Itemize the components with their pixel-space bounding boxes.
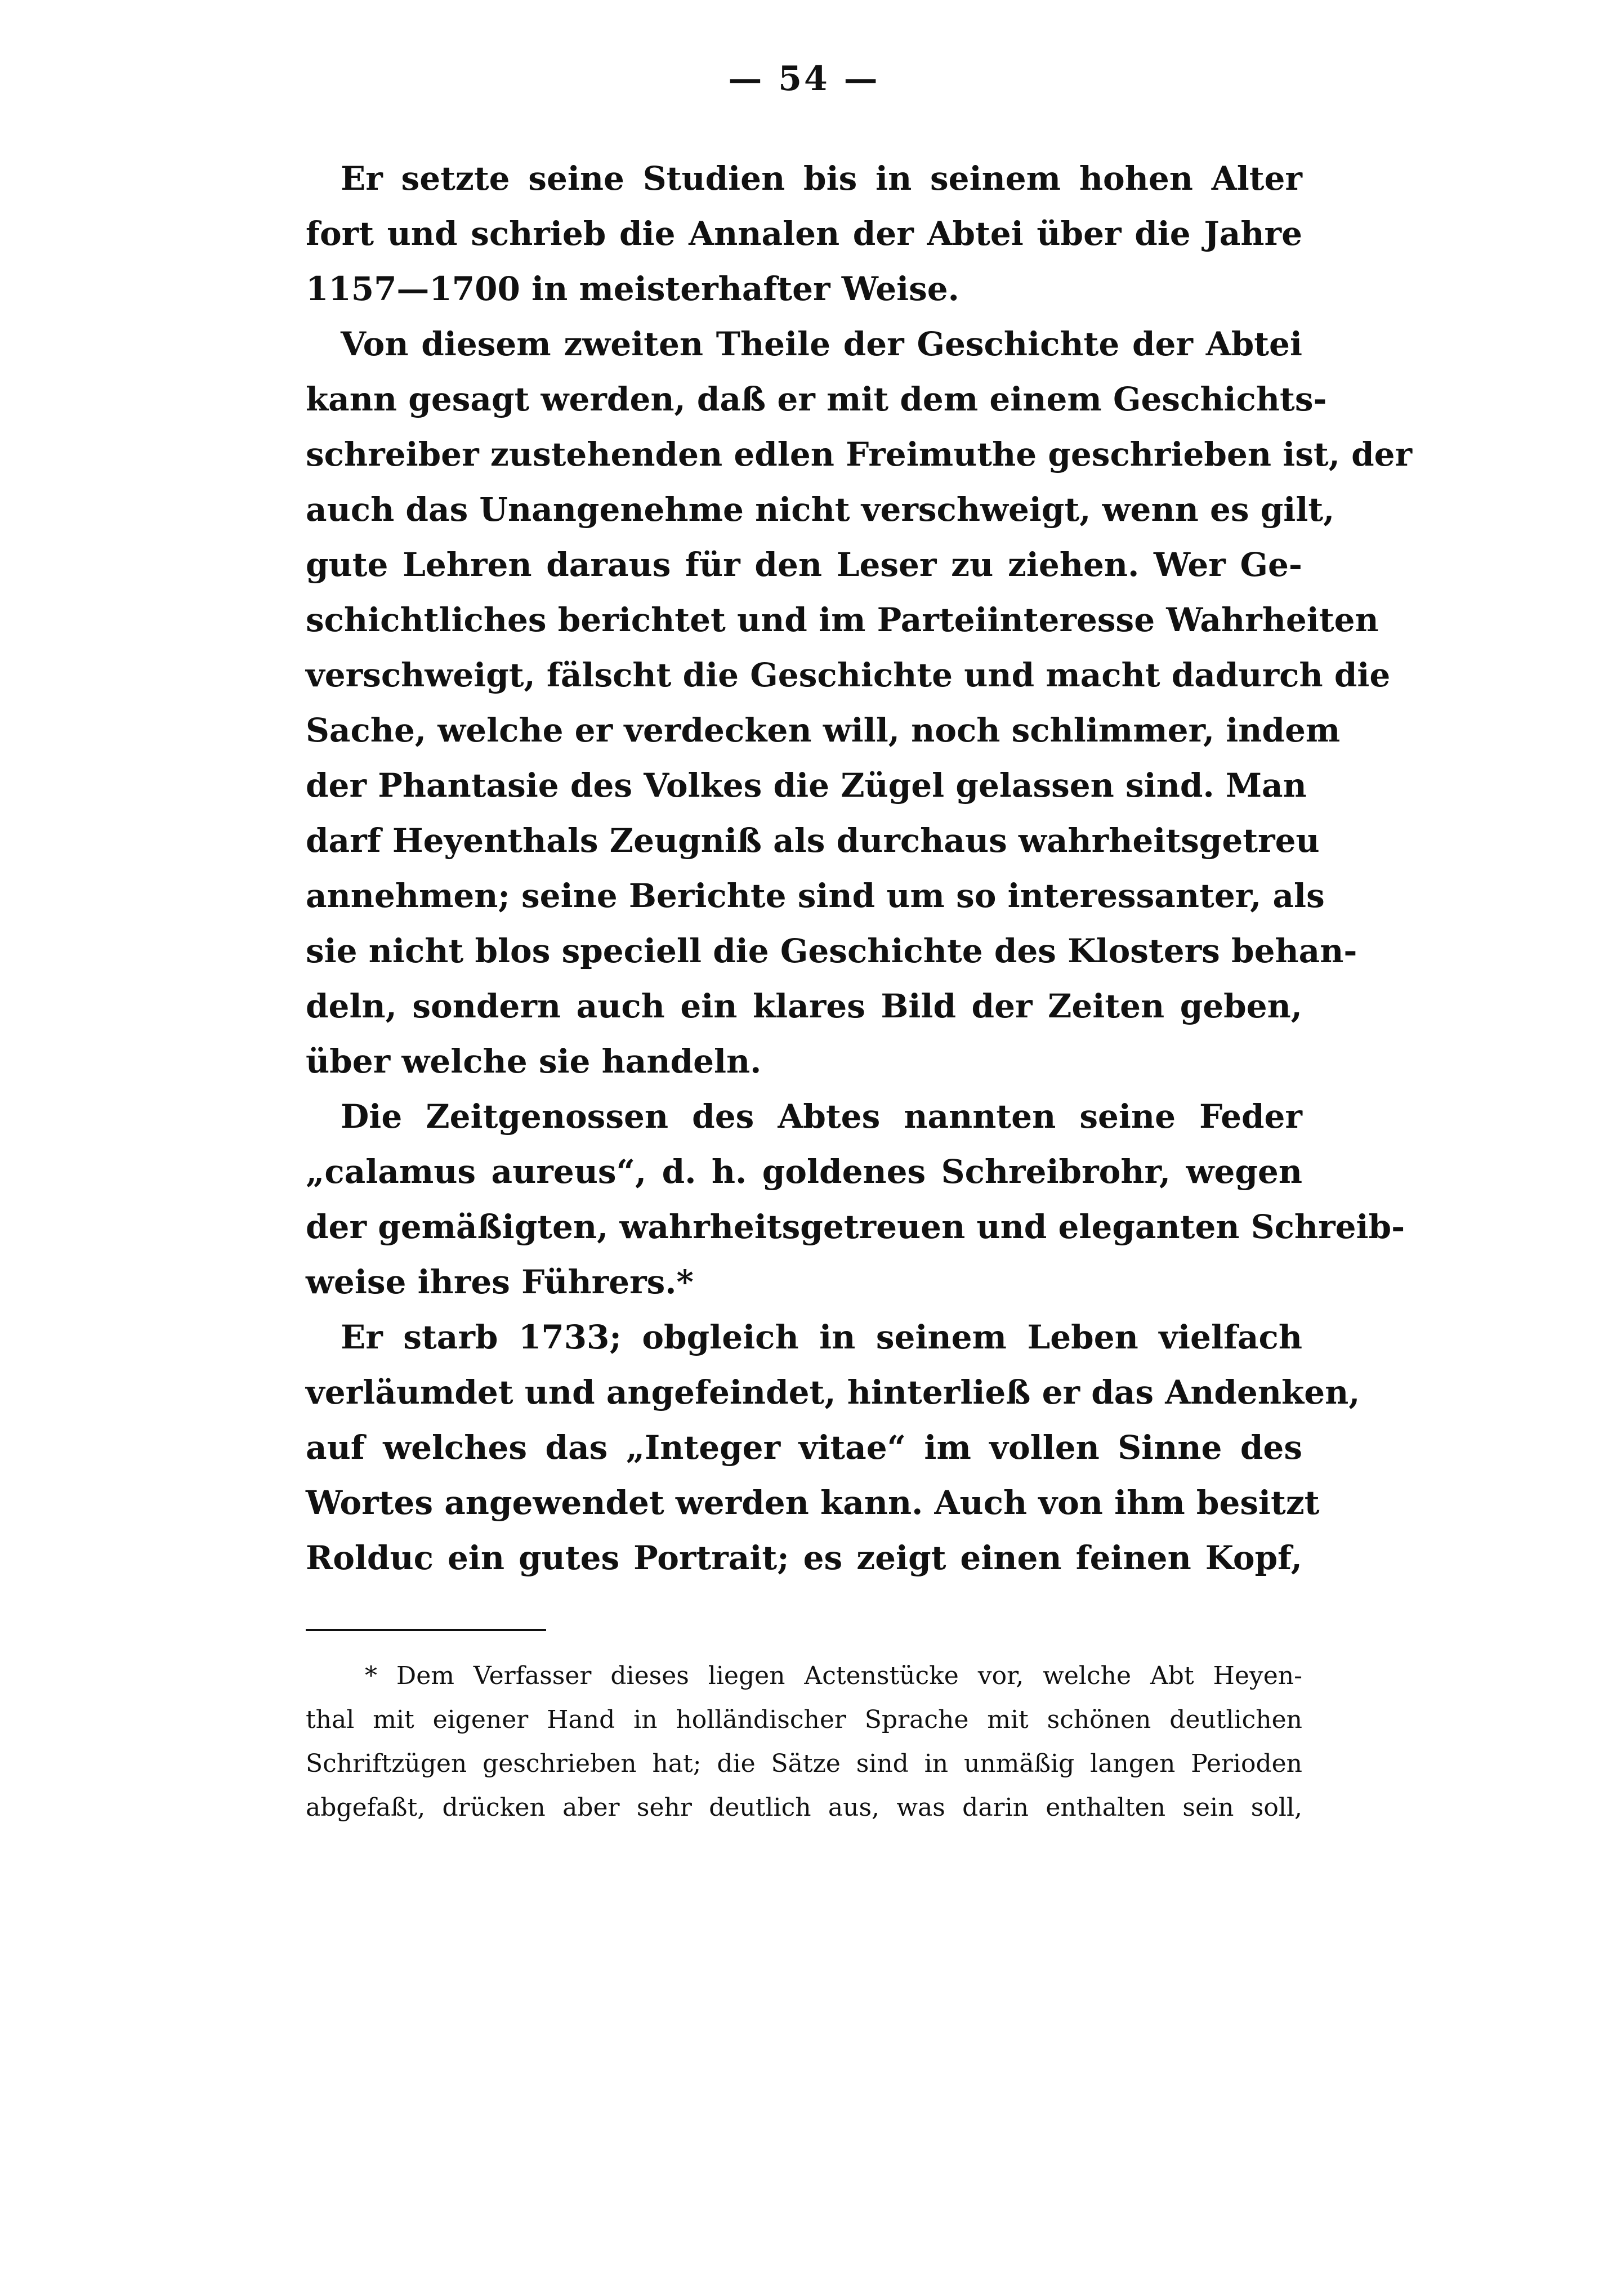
paragraph-4 xyxy=(306,1310,1360,1585)
body-text xyxy=(306,151,1413,1585)
paragraph-3 xyxy=(306,1089,1405,1310)
text-line: verläumdet und angefeindet, hinterließ er das Andenken, xyxy=(306,1373,1360,1411)
text-line: über welche sie handeln. xyxy=(306,1042,762,1080)
text-line: Von diesem zweiten Theile der Geschichte der Abtei xyxy=(341,325,1302,363)
text-line: Sache, welche er verdecken will, noch schlimmer, indem xyxy=(306,711,1341,749)
text-line: auch das Unangenehme nicht verschweigt, wenn es gilt, xyxy=(306,490,1335,529)
text-line: Er starb 1733; obgleich in seinem Leben vielfach xyxy=(341,1318,1302,1356)
text-line: deln, sondern auch ein klares Bild der Zeiten geben, xyxy=(306,987,1302,1025)
paragraph-1 xyxy=(306,151,1302,316)
text-line: schreiber zustehenden edlen Freimuthe geschrieben ist, der xyxy=(306,435,1413,474)
text-line: annehmen; seine Berichte sind um so interessanter, als xyxy=(306,877,1325,915)
text-line: Wortes angewendet werden kann. Auch von ihm besitzt xyxy=(306,1484,1320,1522)
text-line: darf Heyenthals Zeugniß als durchaus wahrheitsgetreu xyxy=(306,821,1320,860)
text-line: sie nicht blos speciell die Geschichte des Klosters behan- xyxy=(306,932,1357,970)
footnote xyxy=(306,1654,1302,1830)
footnote-line: * Dem Verfasser dieses liegen Actenstücke vor, welche Abt Heyen- xyxy=(365,1661,1302,1690)
footnote-line: Schriftzügen geschrieben hat; die Sätze sind in unmäßig langen Perioden xyxy=(306,1749,1302,1778)
text-line: fort und schrieb die Annalen der Abtei über die Jahre xyxy=(306,215,1302,253)
text-line: verschweigt, fälscht die Geschichte und macht dadurch die xyxy=(306,656,1391,694)
paragraph-2 xyxy=(306,316,1413,1089)
page-number: — 54 — xyxy=(728,59,880,99)
footnote-line: thal mit eigener Hand in holländischer Sprache mit schönen deutlichen xyxy=(306,1705,1302,1734)
footnote-line: abgefaßt, drücken aber sehr deutlich aus, was darin enthalten sein soll, xyxy=(306,1793,1302,1822)
text-line: „calamus aureus“, d. h. goldenes Schreibrohr, wegen xyxy=(306,1153,1302,1191)
text-line: der gemäßigten, wahrheitsgetreuen und eleganten Schreib- xyxy=(306,1208,1405,1246)
text-line: schichtliches berichtet und im Parteiinteresse Wahrheiten xyxy=(306,601,1379,639)
text-line: Er setzte seine Studien bis in seinem hohen Alter xyxy=(341,159,1302,198)
text-line: auf welches das „Integer vitae“ im vollen Sinne des xyxy=(306,1428,1302,1467)
text-line: kann gesagt werden, daß er mit dem einem Geschichts- xyxy=(306,380,1327,418)
text-line: der Phantasie des Volkes die Zügel gelassen sind. Man xyxy=(306,766,1307,805)
text-line: weise ihres Führers.* xyxy=(306,1263,694,1301)
text-line: 1157—1700 in meisterhafter Weise. xyxy=(306,270,959,308)
text-line: gute Lehren daraus für den Leser zu ziehen. Wer Ge- xyxy=(306,546,1302,584)
text-line: Rolduc ein gutes Portrait; es zeigt einen feinen Kopf, xyxy=(306,1539,1302,1577)
footnote-divider xyxy=(306,1629,546,1631)
text-line: Die Zeitgenossen des Abtes nannten seine Feder xyxy=(341,1097,1302,1136)
